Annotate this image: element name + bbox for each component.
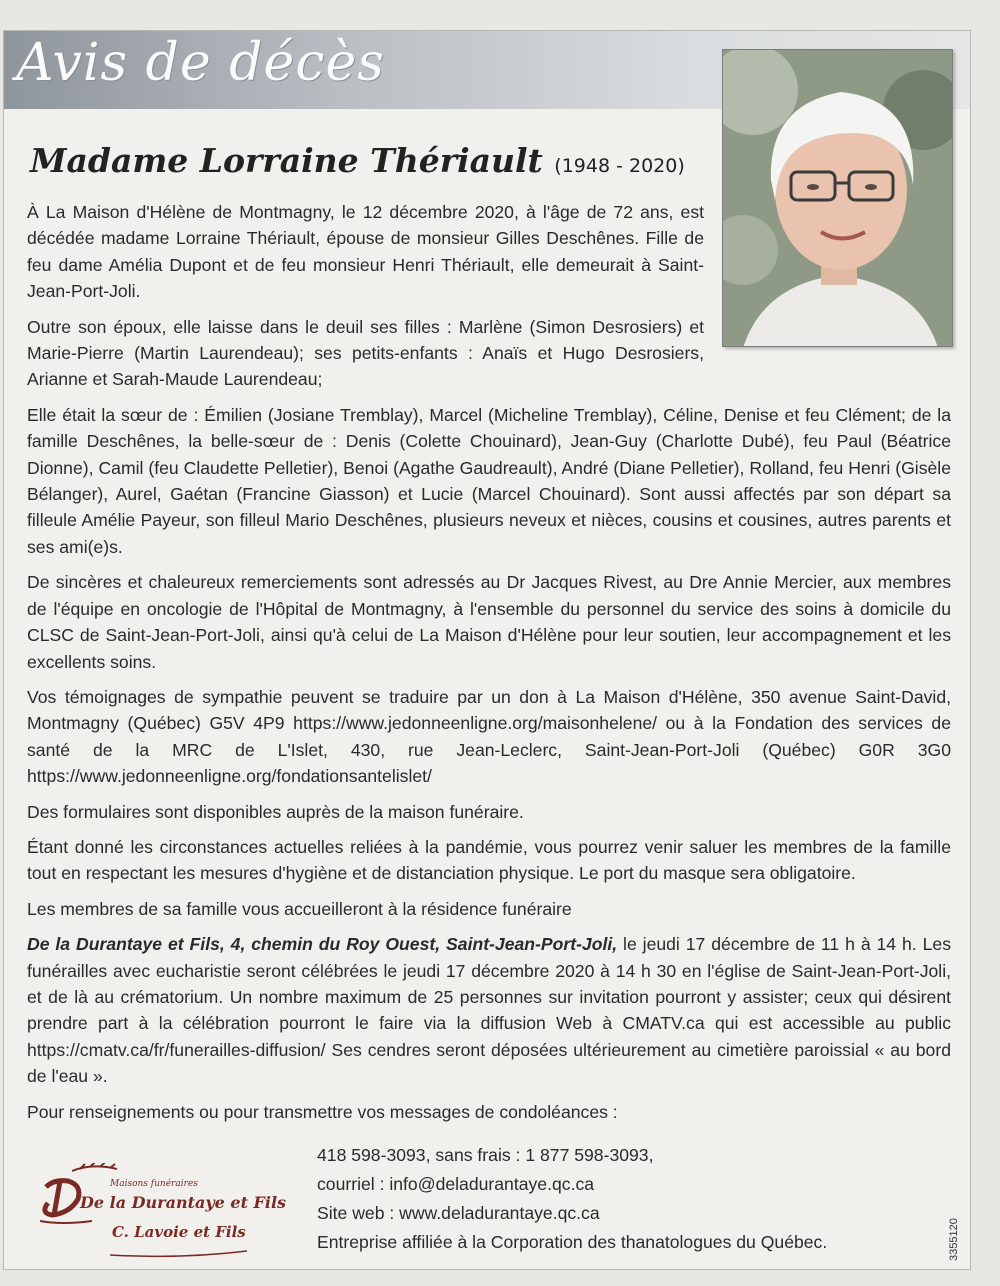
paragraph-donations: Vos témoignages de sympathie peuvent se traduire par un don à La Maison d'Hélène, 350 avenue Saint-David, Montmagny (Québec) G5V 4P9 https://www.jedonneenligne.org/maisonhelene/ ou à la Fondation des services de santé de la MRC de L'Islet, 430, rue Jean-Leclerc, Saint-Jean-Port-Joli (Québec) G0R 3G0 https://www.jedonneenligne.org/fondationsantelislet/ [27, 686, 951, 787]
deceased-name [30, 141, 685, 180]
paragraph-death: À La Maison d'Hélène de Montmagny, le 12 décembre 2020, à l'âge de 72 ans, est décédée madame Lorraine Thériault, épouse de monsieur Gilles Deschênes. Fille de feu dame Amélia Dupont et de feu monsieur Henri Thériault, elle demeurait à Saint-Jean-Port-Joli. [27, 202, 704, 302]
contact-phone: 418 598-3093, sans frais : 1 877 598-3093, [317, 1145, 654, 1165]
contact-email: courriel : info@deladurantaye.qc.ca [317, 1174, 595, 1194]
reference-number: 3355120 [948, 1218, 960, 1261]
notice-body [27, 199, 951, 1134]
paragraph-survivors: Outre son époux, elle laisse dans le deuil ses filles : Marlène (Simon Desrosiers) et Marie-Pierre (Martin Laurendeau); ses petits-enfants : Anaïs et Hugo Desrosiers, Arianne et Sarah-Maude Laurendeau; [27, 316, 704, 390]
paragraph-forms: Des formulaires sont disponibles auprès de la maison funéraire. [27, 801, 524, 822]
paragraph-pandemic: Étant donné les circonstances actuelles reliées à la pandémie, vous pourrez venir saluer les membres de la famille tout en respectant les mesures d'hygiène et de distanciation physique. Le port du masque sera obligatoire. [27, 836, 951, 884]
paragraph-siblings: Elle était la sœur de : Émilien (Josiane Tremblay), Marcel (Micheline Tremblay), Céline, Denise et feu Clément; de la famille Deschênes, la belle-sœur de : Denis (Colette Chouinard), Jean-Guy (Charlotte Dubé), feu Paul (Béatrice Dionne), Camil (feu Claudette Pelletier), Benoi (Agathe Gaudreault), André (Diane Pelletier), Rolland, feu Henri (Gisèle Bélanger), Aurel, Gaétan (Francine Giasson) et Lucie (Marcel Chouinard). Sont aussi affectés par son départ sa filleule Amélie Payeur, son filleul Mario Deschênes, plusieurs neveux et nièces, cousins et cousines, autres parents et ses ami(e)s. [27, 404, 951, 557]
notice-title: Avis de décès [16, 33, 385, 93]
paragraph-visitation-intro: Les membres de sa famille vous accueilleront à la résidence funéraire [27, 898, 572, 919]
obituary-notice [3, 30, 971, 1270]
logo-tagline: Maisons funéraires [110, 1179, 198, 1189]
funeral-home-logo [32, 1163, 287, 1263]
funeral-home-address: De la Durantaye et Fils, 4, chemin du Roy Ouest, Saint-Jean-Port-Joli, [27, 934, 618, 955]
contact-affiliation: Entreprise affiliée à la Corporation des thanatologues du Québec. [317, 1232, 828, 1252]
logo-subname: C. Lavoie et Fils [112, 1223, 246, 1241]
funeral-details: le jeudi 17 décembre de 11 h à 14 h. Les funérailles avec eucharistie seront célébrées le jeudi 17 décembre 2020 à 14 h 30 en l'église de Saint-Jean-Port-Joli, et de là au crématorium. Un nombre maximum de 25 personnes sur invitation pourront y assister; ceux qui désirent prendre part à la célébration pourront le faire via la diffusion Web à CMATV.ca qui est accessible au public https://cmatv.ca/fr/funerailles-diffusion/ Ses cendres seront déposées ultérieurement au cimetière paroissial « au bord de l'eau ». [27, 934, 951, 1087]
logo-name: De la Durantaye et Fils [80, 1193, 287, 1212]
deceased-dates: (1948 - 2020) [554, 155, 685, 177]
contact-info [317, 1141, 827, 1257]
paragraph-visitation-details [27, 931, 951, 1089]
paragraph-thanks: De sincères et chaleureux remerciements sont adressés au Dr Jacques Rivest, au Dre Annie Mercier, aux membres de l'équipe en oncologie de l'Hôpital de Montmagny, à l'ensemble du personnel du service des soins à domicile du CLSC de Saint-Jean-Port-Joli, ainsi qu'à celui de La Maison d'Hélène pour leur soutien, leur accompagnement et les excellents soins. [27, 572, 951, 672]
paragraph-contact-intro: Pour renseignements ou pour transmettre vos messages de condoléances : [27, 1101, 618, 1122]
deceased-full-name: Madame Lorraine Thériault [30, 141, 543, 180]
contact-website: Site web : www.deladurantaye.qc.ca [317, 1203, 600, 1223]
